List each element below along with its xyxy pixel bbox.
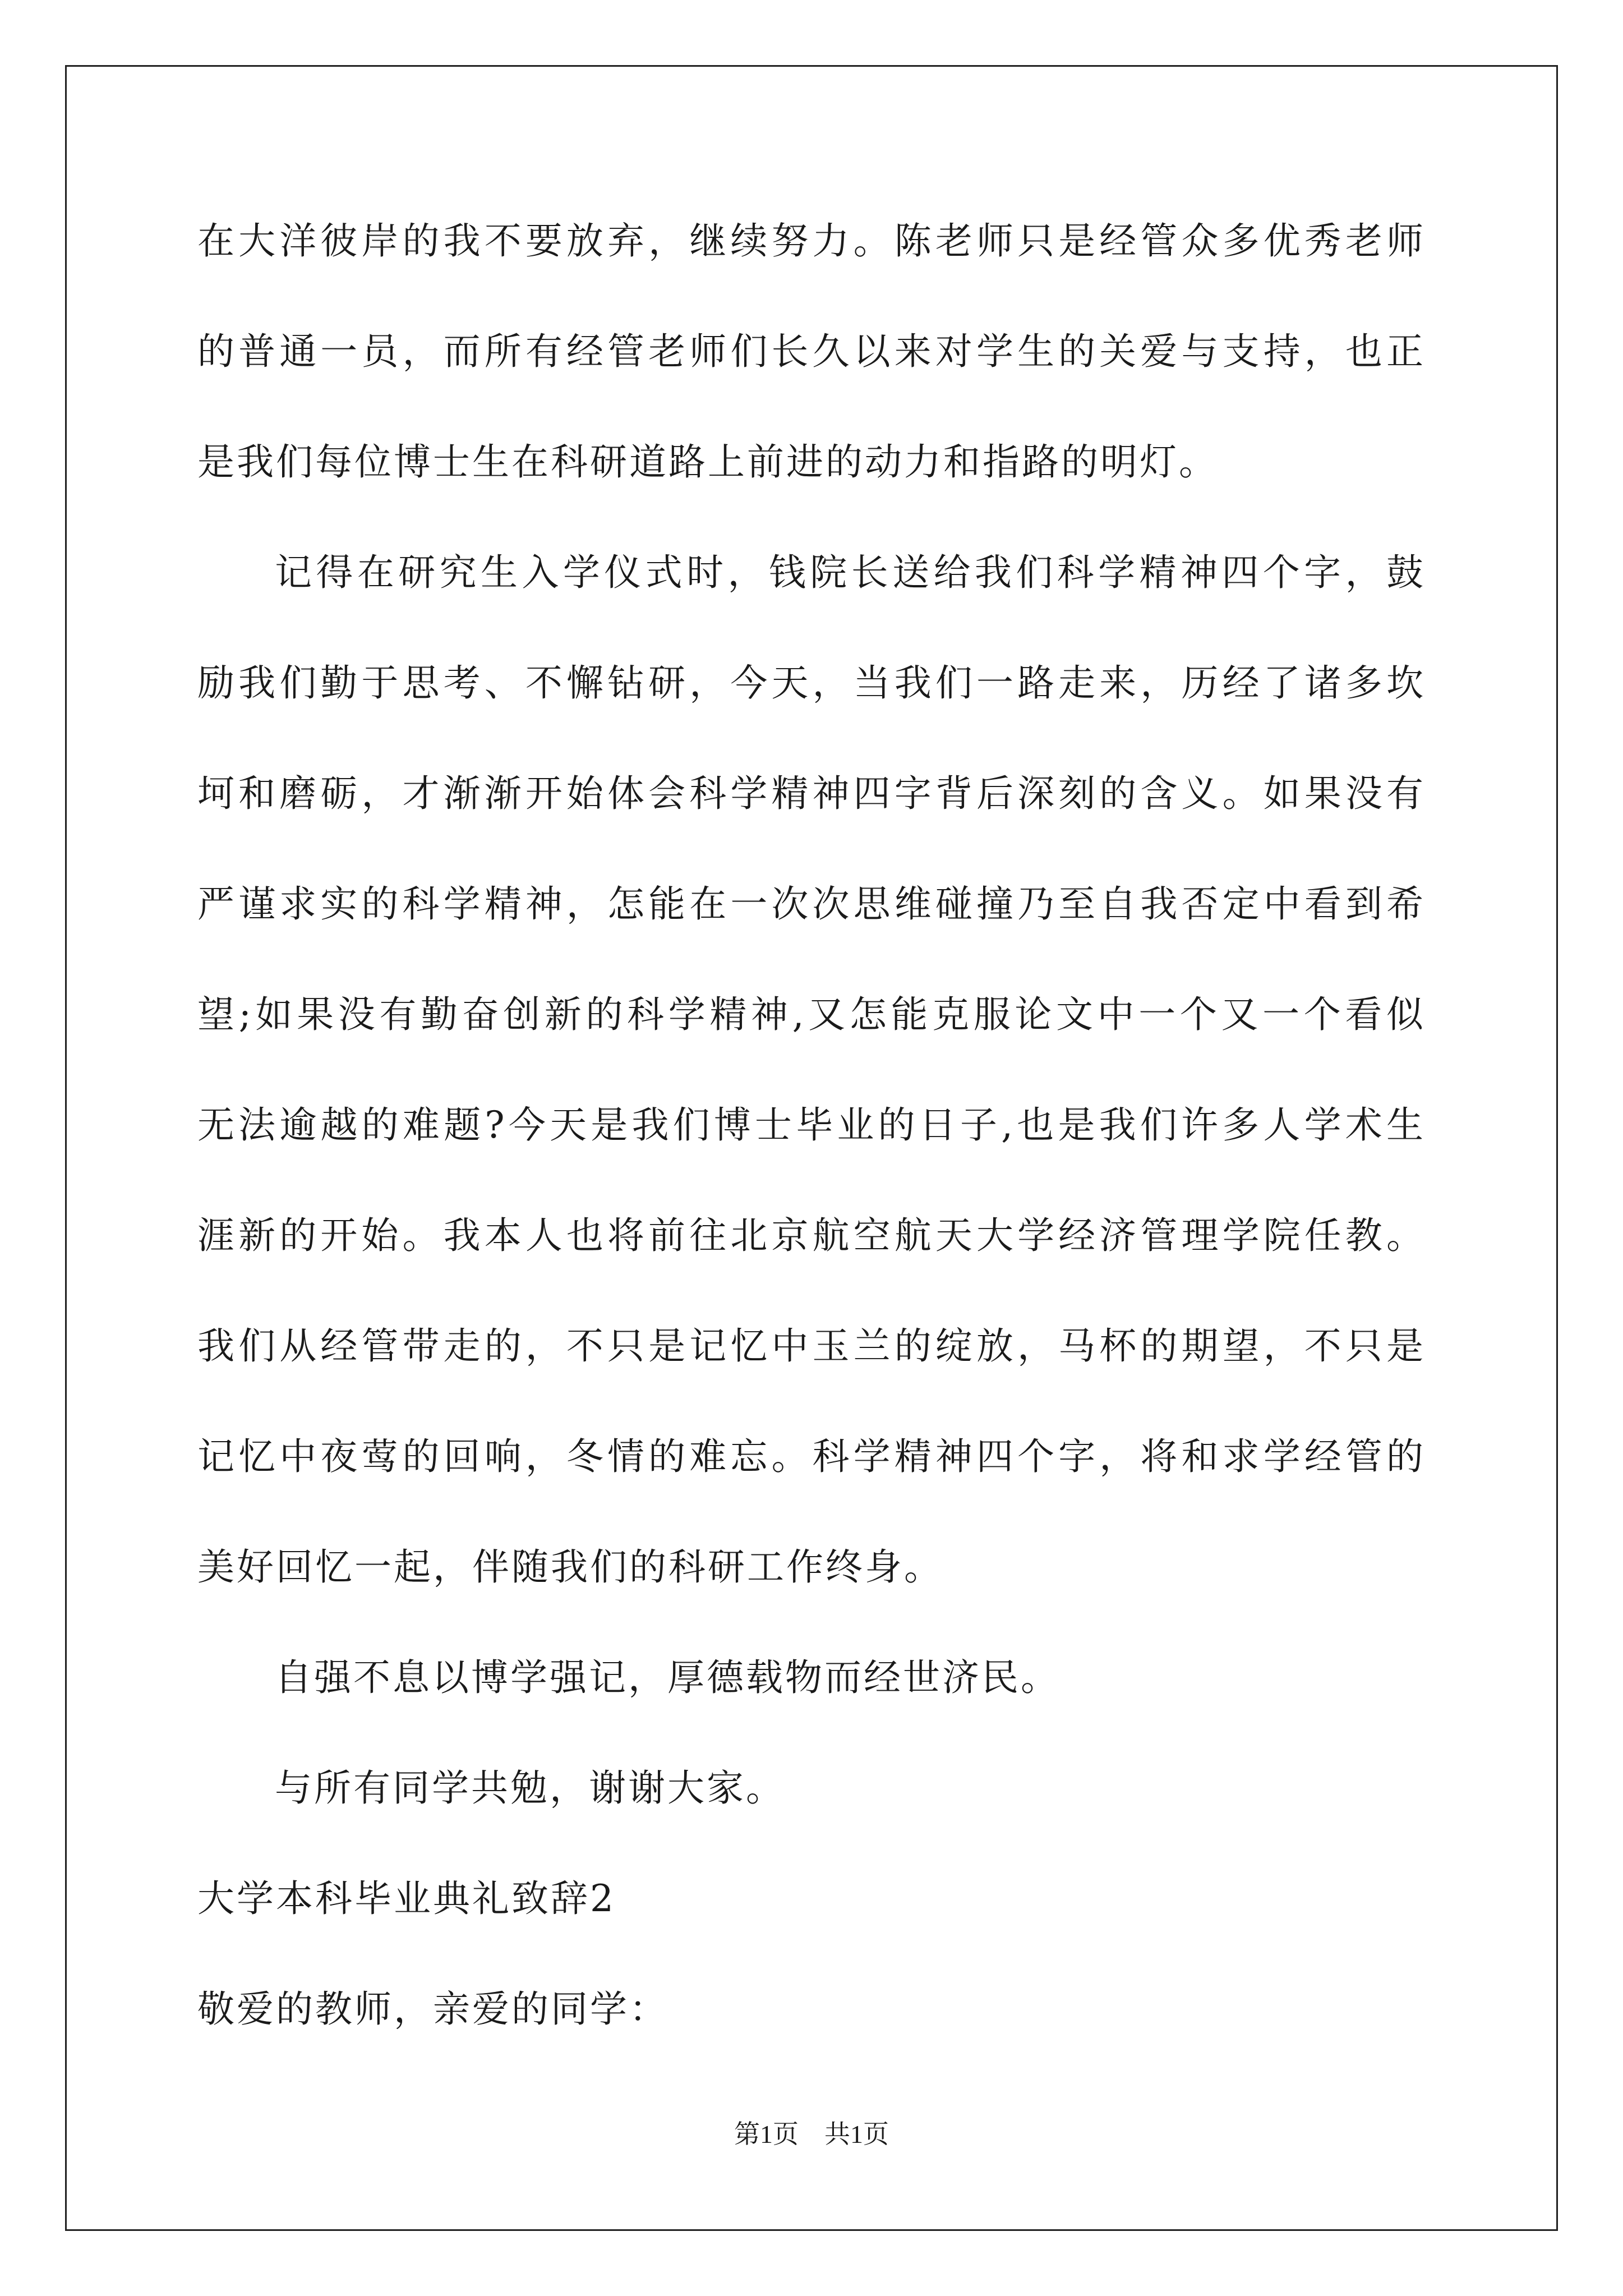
text-line-5: 励我们勤于思考、不懈钻研，今天，当我们一路走来，历经了诸多坎 xyxy=(197,661,1426,705)
text-line-1: 在大洋彼岸的我不要放弃，继续努力。陈老师只是经管众多优秀老师 xyxy=(197,219,1426,263)
text-line-4: 记得在研究生入学仪式时，钱院长送给我们科学精神四个字，鼓 xyxy=(275,551,1426,594)
text-line-3: 是我们每位博士生在科研道路上前进的动力和指路的明灯。 xyxy=(197,440,1218,484)
page-number-footer: 第1页 共1页 xyxy=(734,2120,889,2148)
text-line-12: 记忆中夜莺的回响，冬情的难忘。科学精神四个字，将和求学经管的 xyxy=(197,1435,1426,1478)
text-line-7: 严谨求实的科学精神，怎能在一次次思维碰撞乃至自我否定中看到希 xyxy=(197,882,1426,926)
text-line-6: 坷和磨砺，才渐渐开始体会科学精神四字背后深刻的含义。如果没有 xyxy=(197,772,1426,815)
text-line-15: 与所有同学共勉，谢谢大家。 xyxy=(275,1766,785,1810)
document-body xyxy=(197,213,1426,2092)
text-line-14: 自强不息以博学强记，厚德载物而经世济民。 xyxy=(275,1656,1060,1699)
salutation: 敬爱的教师，亲爱的同学： xyxy=(197,1987,668,2031)
text-line-9: 无法逾越的难题?今天是我们博士毕业的日子,也是我们许多人学术生 xyxy=(197,1103,1426,1147)
text-line-10: 涯新的开始。我本人也将前往北京航空航天大学经济管理学院任教。 xyxy=(197,1214,1426,1257)
text-line-8: 望;如果没有勤奋创新的科学精神,又怎能克服论文中一个又一个看似 xyxy=(197,993,1426,1036)
text-line-11: 我们从经管带走的，不只是记忆中玉兰的绽放，马杯的期望，不只是 xyxy=(197,1324,1426,1368)
text-line-13: 美好回忆一起，伴随我们的科研工作终身。 xyxy=(197,1545,943,1589)
text-line-2: 的普通一员，而所有经管老师们长久以来对学生的关爱与支持，也正 xyxy=(197,330,1426,373)
section-heading: 大学本科毕业典礼致辞2 xyxy=(197,1877,616,1920)
